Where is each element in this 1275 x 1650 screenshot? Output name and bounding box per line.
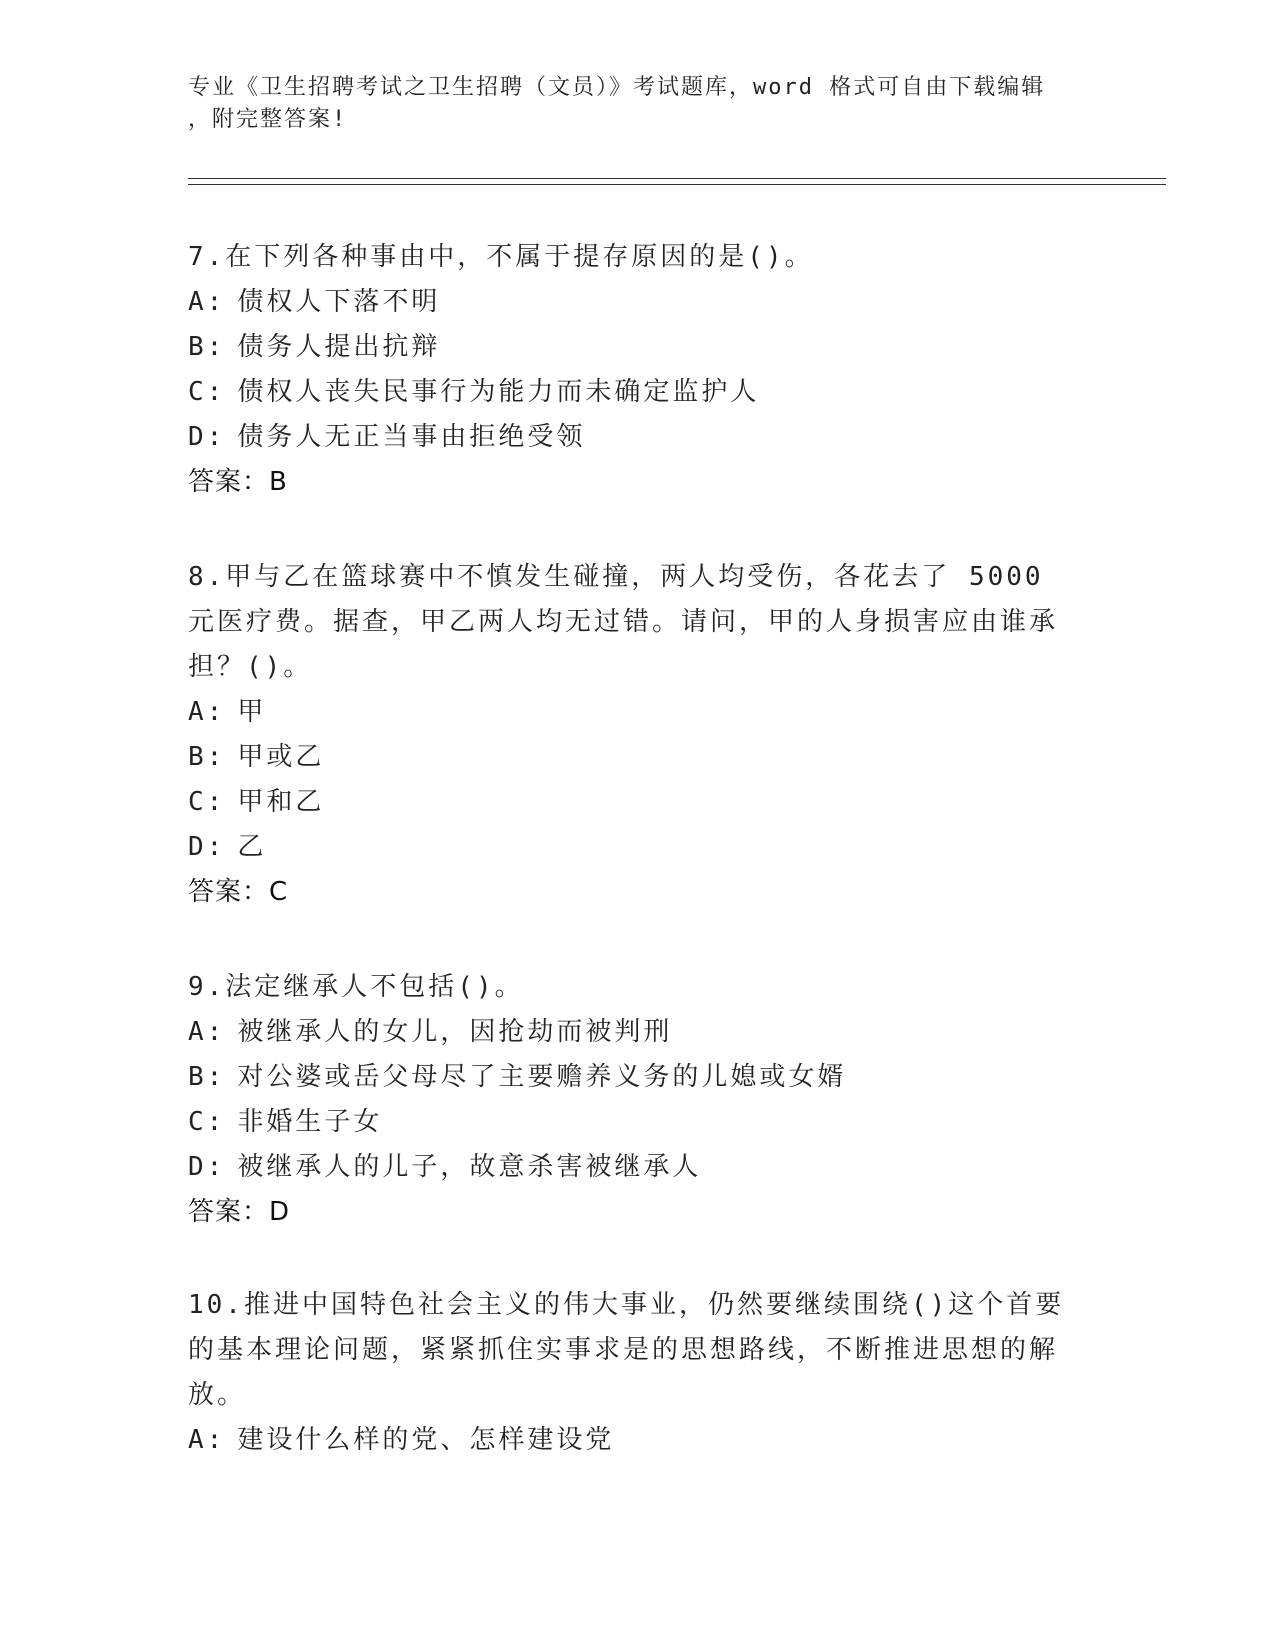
option-letter: A: (188, 1425, 226, 1455)
option-d (188, 415, 1088, 460)
option-text: 债权人下落不明 (237, 287, 441, 317)
option-letter: C: (188, 377, 226, 407)
question-stem: 8.甲与乙在篮球赛中不慎发生碰撞，两人均受伤，各花去了 5000 元医疗费。据查，甲乙两人均无过错。请问，甲的人身损害应由谁承担？()。 (188, 562, 1059, 682)
question-stem: 10.推进中国特色社会主义的伟大事业，仍然要继续围绕()这个首要的基本理论问题，紧紧抓住实事求是的思想路线，不断推进思想的解放。 (188, 1290, 1065, 1410)
option-text: 甲 (237, 697, 267, 727)
option-c (188, 370, 1088, 415)
option-text: 被继承人的儿子，故意杀害被继承人 (237, 1152, 702, 1182)
answer-value: D (269, 1197, 291, 1227)
option-d (188, 825, 1088, 870)
option-c (188, 1100, 1088, 1145)
answer-value: C (269, 877, 289, 907)
option-a (188, 690, 1088, 735)
option-letter: A: (188, 287, 226, 317)
header-double-rule (188, 178, 1166, 185)
option-text: 非婚生子女 (237, 1107, 383, 1137)
option-letter: A: (188, 1017, 226, 1047)
answer-label: 答案： (188, 877, 270, 907)
option-letter: D: (188, 1152, 226, 1182)
document-header (188, 72, 1088, 136)
option-text: 甲和乙 (237, 787, 325, 817)
answer-line (188, 460, 1088, 505)
option-text: 甲或乙 (237, 742, 325, 772)
option-text: 被继承人的女儿，因抢劫而被判刑 (237, 1017, 673, 1047)
option-letter: A: (188, 697, 226, 727)
question-stem: 7.在下列各种事由中，不属于提存原因的是()。 (188, 242, 814, 272)
answer-line (188, 1190, 1088, 1235)
option-a (188, 1010, 1088, 1055)
option-letter: D: (188, 832, 226, 862)
option-a (188, 280, 1088, 325)
question-8 (188, 555, 1088, 915)
option-letter: B: (188, 332, 226, 362)
answer-label: 答案： (188, 1197, 270, 1227)
option-letter: C: (188, 1107, 226, 1137)
option-letter: B: (188, 1062, 226, 1092)
option-text: 债务人无正当事由拒绝受领 (237, 422, 586, 452)
question-9 (188, 965, 1088, 1235)
option-text: 对公婆或岳父母尽了主要赡养义务的儿媳或女婿 (237, 1062, 847, 1092)
option-c (188, 780, 1088, 825)
question-10 (188, 1283, 1088, 1463)
option-letter: B: (188, 742, 226, 772)
header-line-2: ，附完整答案! (188, 107, 348, 132)
question-stem: 9.法定继承人不包括()。 (188, 972, 524, 1002)
option-text: 乙 (237, 832, 267, 862)
question-7 (188, 235, 1088, 505)
option-text: 债务人提出抗辩 (237, 332, 441, 362)
option-text: 建设什么样的党、怎样建设党 (237, 1425, 615, 1455)
option-text: 债权人丧失民事行为能力而未确定监护人 (237, 377, 760, 407)
answer-label: 答案： (188, 467, 270, 497)
answer-value: B (269, 467, 288, 497)
option-a (188, 1418, 1088, 1463)
header-line-1: 专业《卫生招聘考试之卫生招聘（文员）》考试题库，word 格式可自由下载编辑 (188, 75, 1046, 100)
option-b (188, 1055, 1088, 1100)
option-d (188, 1145, 1088, 1190)
option-letter: D: (188, 422, 226, 452)
option-b (188, 325, 1088, 370)
option-b (188, 735, 1088, 780)
answer-line (188, 870, 1088, 915)
option-letter: C: (188, 787, 226, 817)
